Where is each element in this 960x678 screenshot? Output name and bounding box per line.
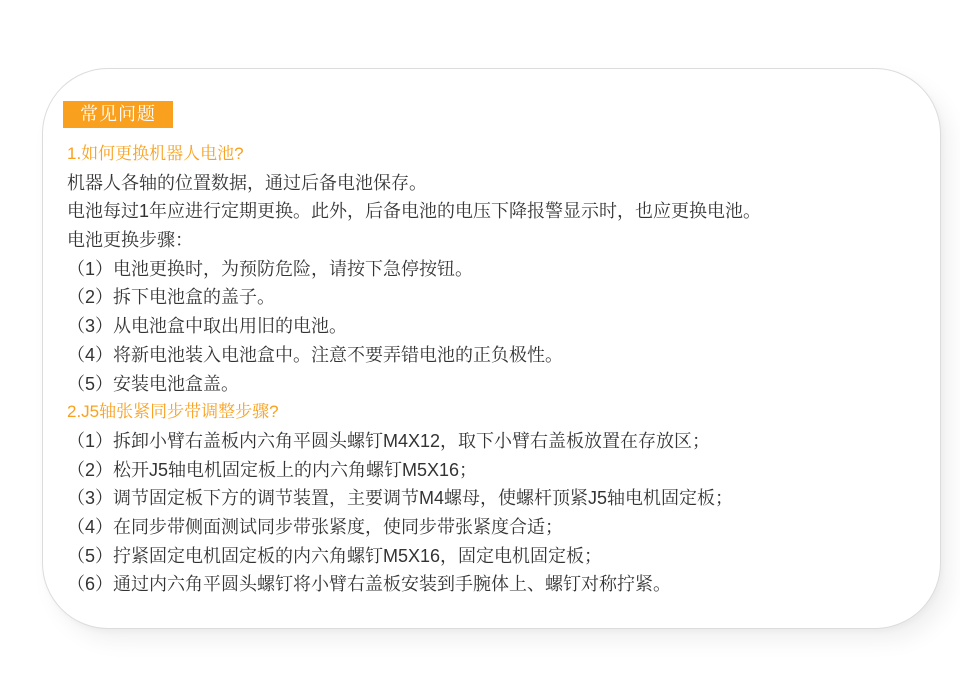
question-1-paragraph: 电池每过1年应进行定期更换。此外，后备电池的电压下降报警显示时，也应更换电池。 — [67, 201, 762, 222]
question-2-step: （5）拧紧固定电机固定板的内六角螺钉M5X16，固定电机固定板； — [67, 545, 603, 566]
question-2-step: （6）通过内六角平圆头螺钉将小臂右盖板安装到手腕体上、螺钉对称拧紧。 — [67, 574, 672, 595]
faq-content — [67, 140, 912, 599]
faq-title-badge — [63, 101, 173, 128]
question-2-heading: 2.J5轴张紧同步带调整步骤? — [67, 402, 279, 422]
question-2-step: （1）拆卸小臂右盖板内六角平圆头螺钉M4X12，取下小臂右盖板放置在存放区； — [67, 430, 711, 451]
faq-title-label: 常见问题 — [80, 104, 156, 124]
question-1-step: （2）拆下电池盒的盖子。 — [67, 287, 276, 308]
question-1-paragraph: 电池更换步骤： — [67, 230, 193, 251]
question-2-step: （4）在同步带侧面测试同步带张紧度，使同步带张紧度合适； — [67, 516, 564, 537]
question-1-step: （3）从电池盒中取出用旧的电池。 — [67, 316, 348, 337]
question-1-step: （5）安装电池盒盖。 — [67, 373, 240, 394]
question-1-step: （4）将新电池装入电池盒中。注意不要弄错电池的正负极性。 — [67, 344, 564, 365]
question-1-heading: 1.如何更换机器人电池? — [67, 144, 244, 163]
faq-card — [42, 68, 941, 629]
question-2-step: （2）松开J5轴电机固定板上的内六角螺钉M5X16； — [67, 459, 478, 480]
question-2-step: （3）调节固定板下方的调节装置，主要调节M4螺母，使螺杆顶紧J5轴电机固定板； — [67, 488, 734, 509]
question-1-paragraph: 机器人各轴的位置数据，通过后备电池保存。 — [67, 172, 427, 193]
question-1-step: （1）电池更换时，为预防危险，请按下急停按钮。 — [67, 258, 474, 279]
